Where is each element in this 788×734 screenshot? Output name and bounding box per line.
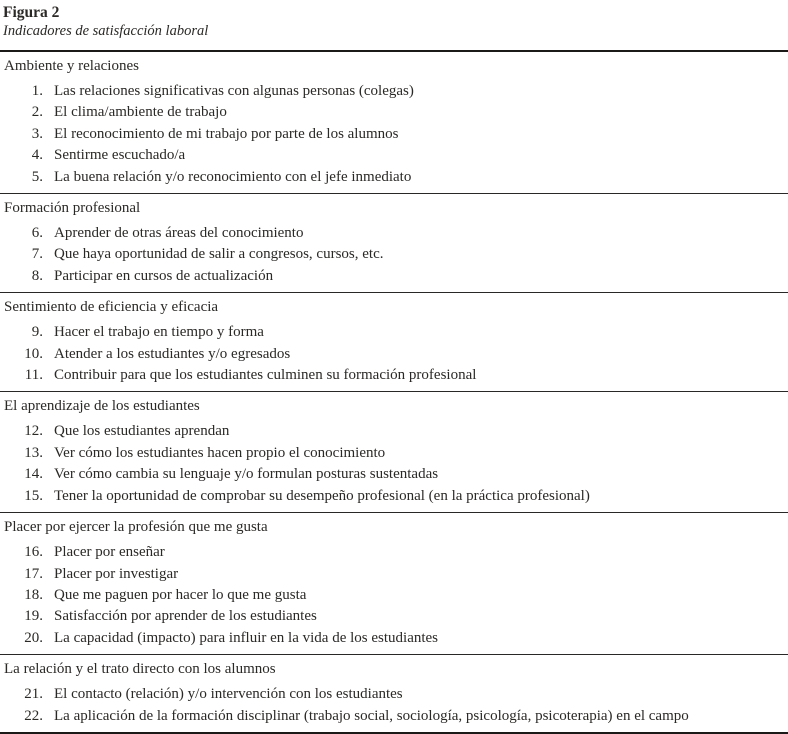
item-text: Las relaciones significativas con algunas personas (colegas) (54, 83, 414, 99)
figure-caption: Indicadores de satisfacción laboral (3, 23, 209, 39)
item-text: Participar en cursos de actualización (54, 267, 274, 284)
item-text: Que los estudiantes aprendan (54, 423, 230, 440)
item-text: El reconocimiento de mi trabajo por parte de los alumnos (54, 125, 399, 142)
item-number: 4. (31, 147, 43, 164)
item-text: Placer por investigar (54, 565, 179, 582)
item-text: Ver cómo cambia su lenguaje y/o formulan posturas sustentadas (54, 466, 439, 483)
indicator-table (0, 50, 788, 734)
item-text: Que haya oportunidad de salir a congresos, cursos, etc. (54, 246, 384, 263)
list-item (0, 124, 788, 145)
item-number: 7. (31, 246, 43, 263)
item-text: La capacidad (impacto) para influir en la vida de los estudiantes (54, 629, 439, 646)
list-item (0, 585, 788, 606)
item-number: 5. (31, 168, 43, 185)
section-items (0, 421, 788, 512)
item-text: Hacer el trabajo en tiempo y forma (54, 324, 264, 341)
section (0, 391, 788, 512)
section (0, 512, 788, 654)
item-number: 2. (31, 104, 43, 121)
item-number: 3. (31, 125, 43, 142)
section-title: Placer por ejercer la profesión que me gusta (4, 519, 268, 536)
section (0, 292, 788, 391)
item-text: Que me paguen por hacer lo que me gusta (54, 586, 307, 603)
list-item (0, 542, 788, 563)
item-text: Placer por enseñar (54, 544, 165, 561)
item-number: 10. (24, 345, 43, 362)
list-item (0, 365, 788, 386)
list-item (0, 344, 788, 365)
item-number: 17. (24, 565, 43, 582)
list-item (0, 322, 788, 343)
list-item (0, 266, 788, 287)
list-item (0, 706, 788, 727)
list-item (0, 167, 788, 188)
figure-label: Figura 2 (3, 4, 60, 21)
list-item (0, 81, 788, 102)
section-items (0, 322, 788, 391)
item-number: 8. (31, 267, 43, 284)
section-title: Ambiente y relaciones (4, 58, 139, 74)
section-title: El aprendizaje de los estudiantes (4, 398, 200, 415)
list-item (0, 145, 788, 166)
item-number: 11. (24, 367, 43, 384)
item-text: Satisfacción por aprender de los estudiantes (54, 608, 317, 625)
item-text: La buena relación y/o reconocimiento con el jefe inmediato (54, 168, 412, 185)
list-item (0, 606, 788, 627)
item-number: 13. (24, 444, 43, 461)
section (0, 52, 788, 193)
item-text: Sentirme escuchado/a (54, 147, 186, 164)
item-number: 14. (24, 466, 43, 483)
section-items (0, 81, 788, 193)
item-text: Ver cómo los estudiantes hacen propio el conocimiento (54, 444, 386, 461)
item-number: 18. (24, 586, 43, 603)
section (0, 654, 788, 732)
item-number: 9. (31, 324, 43, 341)
list-item (0, 244, 788, 265)
item-text: Aprender de otras áreas del conocimiento (54, 225, 304, 242)
item-number: 19. (24, 608, 43, 625)
section-title: La relación y el trato directo con los alumnos (4, 661, 276, 678)
list-item (0, 464, 788, 485)
list-item (0, 223, 788, 244)
section-items (0, 684, 788, 732)
item-text: El clima/ambiente de trabajo (54, 104, 227, 121)
item-number: 12. (24, 423, 43, 440)
section-title: Sentimiento de eficiencia y eficacia (4, 299, 219, 316)
section-items (0, 542, 788, 654)
list-item (0, 628, 788, 649)
item-number: 1. (31, 83, 43, 99)
item-number: 20. (24, 629, 43, 646)
item-text: Atender a los estudiantes y/o egresados (54, 345, 291, 362)
item-text: Tener la oportunidad de comprobar su desempeño profesional (en la práctica profesional) (54, 487, 590, 504)
item-text: El contacto (relación) y/o intervención con los estudiantes (54, 686, 403, 703)
list-item (0, 102, 788, 123)
item-number: 21. (24, 686, 43, 703)
list-item (0, 486, 788, 507)
item-number: 16. (24, 544, 43, 561)
list-item (0, 421, 788, 442)
item-number: 6. (31, 225, 43, 242)
list-item (0, 684, 788, 705)
section-items (0, 223, 788, 292)
list-item (0, 564, 788, 585)
item-text: La aplicación de la formación disciplinar (trabajo social, sociología, psicología, psicoterapia) en el campo (54, 707, 689, 724)
list-item (0, 443, 788, 464)
section-title: Formación profesional (4, 200, 141, 217)
item-number: 22. (24, 707, 43, 724)
section (0, 193, 788, 292)
item-number: 15. (24, 487, 43, 504)
item-text: Contribuir para que los estudiantes culminen su formación profesional (54, 367, 477, 384)
